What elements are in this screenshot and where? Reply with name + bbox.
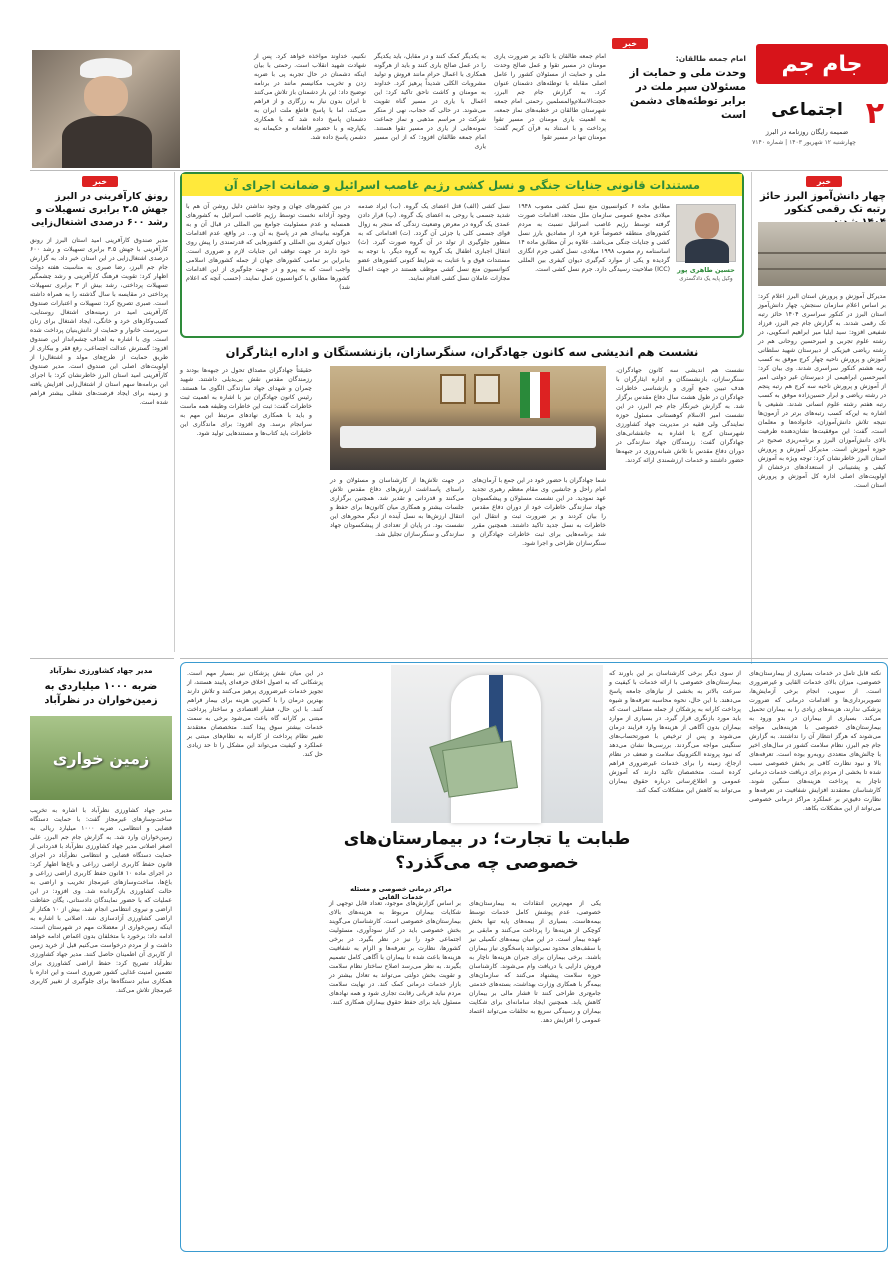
legal-box (180, 172, 744, 338)
top-story-col1: امام جمعه طالقان با تاکید بر ضرورت یاری مومنان در مسیر تقوا و عمل صالح وحدت ملی و حمایت از مسئولان کشور را عامل اصلی مقابله با توطئه‌های دشمنان عنوان کرد. به گزارش جام جم البرز، حجت‌الاسلام‌والمسلمین رحمتی امام جمعه شهرستان طالقان در خطبه‌های نماز جمعه، به اهمیت یاری مومنان در مسیر تقوا پرداخت و با استناد به قرآن کریم گفت: مومنان تنها در مسیر تقوا (494, 53, 606, 141)
news-tag-3: خبر (82, 176, 118, 187)
author-role: وکیل پایه یک دادگستری (679, 276, 733, 282)
legal-col2: نسل کشی (الف) قتل اعضای یک گروه. (ب) ایراد صدمه شدید جسمی یا روحی به اعضای یک گروه. (پ) قرار دادن عمدی یک گروه در معرض وضعیت زندگی که منجر به زوال قوای جسمی کلی یا جزئی آن گردد. (ت) اقداماتی که به منظور جلوگیری از تولد در آن گروه صورت گیرد. (ث) انتقال اجباری اطفال یک گروه به گروه دیگر. با توجه به مستندات فوق و با عنایت به شرایط کنونی کشورهای عضو کنوانسیون منع نسل کشی موظف هستند در جهت اعمال مجازات عاملان نسل کشی اقدام نمایند. (358, 203, 510, 282)
meeting-photo (330, 366, 606, 470)
meeting-col3: در جهت تلاش‌ها از کارشناسان و مسئولان و در راستای پاسداشت ارزش‌های دفاع مقدس تلاش می‌کنند و قدردانی و تقدیر شد. همچنین برگزاری جلسات بیشتر و همکاری میان کانون‌ها برای حفظ و انتقال ارزش‌ها به نسل آینده از دیگر محورهای این نشست بود. در پایان از تعدادی از پیشکسوتان جهاد سازندگی و سنگرسازان تجلیل شد. (330, 477, 464, 538)
left-story-body: مدیرکل آموزش و پرورش استان البرز اعلام کرد: بر اساس اعلام سازمان سنجش، چهار دانش‌آموز استان البرز در کنکور سراسری ۱۴۰۴ حائز رتبه تک رقمی شدند. به گزارش جام جم البرز، فرزاد شفیعی افزود: سید ایلیا میر ابراهیم اسکویی، در رشته علوم تجربی و امیرحسین روحانی هم در رشته ریاضی فیزیکی از دبیرستان شهید سلطانی آموزش و پرورش ناحیه چهار کرج موفق به کسب رتبه هشتم کنکور سراسری شدند. وی بیان کرد: امیرحسین ابراهیمی از دبیرستان غیر دولتی امیر از آموزش و پرورش ناحیه سه کرج هم رتبه پنجم در رشته ریاضی و ابرار حسین‌زاده موفق به کسب رتبه هفتم رشته علوم انسانی شدند. شفیعی با اشاره به این‌که کسب رتبه‌های برتر در آزمون‌ها نتیجه تلاش دانش‌آموزان، خانواده‌ها و معلمان است، گفت: این موفقیت‌ها نشان‌دهنده ظرفیت بالای دانش‌آموزان البرز و برنامه‌ریزی صحیح در حوزه آموزش است. مدیرکل آموزش و پرورش استان البرز خاطرنشان کرد: توجه ویژه به آموزش کیفی و پشتیبانی از استعدادهای درخشان از اولویت‌های اصلی اداره کل آموزش و پرورش استان است. (758, 293, 886, 489)
hospital-feature-subhead: مراکز درمانی خصوصی و مسئله خدمات القایی (350, 885, 452, 901)
date-line: چهارشنبه ۱۲ شهریور ۱۴۰۳ | شماره ۷۱۴۰ (752, 139, 856, 146)
hospital-feature (180, 662, 888, 1252)
exam-photo (758, 222, 886, 286)
page-number: ۲ (865, 96, 884, 131)
left-story-title: چهار دانش‌آموز البرز حائز رتبه تک رقمی کنکور (759, 191, 886, 215)
bottom-left-kicker: مدیر جهاد کشاورزی نظرآباد (49, 666, 153, 675)
top-story-kicker: امام جمعه طالقان: (675, 54, 746, 63)
hospital-feature-title: طبابت یا تجارت؛ در بیمارستان‌های خصوصی چه می‌گذرد؟ (343, 829, 631, 873)
hospital-col-e: در این میان نقش پزشکان نیز بسیار مهم است. پزشکانی که به اصول اخلاق حرفه‌ای پایبند هستند، از تجویز خدمات غیرضروری پرهیز می‌کنند و تلاش دارند بهترین درمان را با کمترین هزینه برای بیمار فراهم کنند. با این حال، فشار اقتصادی و ساختار پرداخت مبتنی بر کارانه گاه باعث می‌شود برخی به سمت خدمات بیشتر سوق پیدا کنند. متخصصان معتقدند تغییر نظام پرداخت از کارانه به نظام‌های مبتنی بر عملکرد و کیفیت می‌تواند این مشکل را تا حد زیادی حل کند. (187, 670, 323, 758)
top-story-col2: به یکدیگر کمک کنند و در مقابل، باید یکدیگر را در عمل صالح یاری کنند و باید از هرگونه همکاری با اعمال حرام مانند فروش و تولید مشروبات الکلی شدیداً پرهیز کرد. خداوند به مومنان و کاشت ناحق تاکید کرد: این اعمال با یاری در مسیر گناه تقویت می‌شوند. در حالی که حجاب، نهی از منکر شرکت در مراسم مذهبی و نماز جماعت نمونه‌هایی از یاری در مسیر تقوا هستند. امام جمعه طالقان افزود: که از این مسیر یاری (374, 53, 486, 150)
money-photo (391, 665, 603, 823)
land-grab-image-text: زمین خواری (52, 748, 150, 768)
subtitle: ضمیمه رایگان روزنامه در البرز (765, 128, 849, 136)
left-col-story-title: رونق کارآفرینی در البرز جهش ۳.۵ برابری تسهیلات و رشد ۶۰۰ درصدی اشتغال‌زایی (31, 191, 168, 228)
top-story-col3: نکنیم، خداوند مواخذه خواهد کرد. پس از شهادت شهید انقلاب است. رحمتی با بیان اینکه دشمنان در حال تجربه پی با ضربه زدن و تخریب مکانیسم مانند در برنامه توضیح داد: این بار دشمنان باز تلاش می‌کنند تا ایران بدون نیاز به رزگاری و از فراهم می‌کند، اما با پاسخ قاطع ملت ایران به دشمنان پاسخ داده شد که با همکاری یکپارچه و با حضور قاطعانه و حکیمانه به دشمن پاسخ داده شد. (254, 53, 366, 141)
hospital-col-b: از سوی دیگر برخی کارشناسان بر این باورند که بیمارستان‌های خصوصی با ارائه خدمات با کیفیت و سرعت بالاتر به بخشی از نیازهای جامعه پاسخ می‌دهند. با این حال، نحوه محاسبه تعرفه‌ها و شیوه پرداخت کارانه به پزشکان از جمله مسائلی است که باید مورد بازنگری قرار گیرد. در بسیاری از موارد بیماران بدون آگاهی از هزینه‌ها وارد فرایند درمان می‌شوند و پس از ترخیص با صورتحساب‌های سنگینی مواجه می‌گردند. بررسی‌ها نشان می‌دهد که نبود پرونده الکترونیک سلامت و ضعف در نظام ارجاع، زمینه را برای خدمات غیرضروری فراهم کرده است. متخصصان تاکید دارند که آموزش عمومی و اطلاع‌رسانی درباره حقوق بیماران می‌تواند به کاهش این مشکلات کمک کند. (609, 670, 741, 794)
hospital-col-c: یکی از مهم‌ترین انتقادات به بیمارستان‌های خصوصی، عدم پوشش کامل خدمات توسط بیمه‌هاست. بسیاری از بیمه‌های پایه تنها بخش کوچکی از هزینه‌ها را پرداخت می‌کنند و مابقی بر عهده بیمار است. در این میان بیمه‌های تکمیلی نیز با سقف‌های محدود نمی‌توانند پاسخگوی نیاز بیماران باشند. برخی بیماران برای جبران هزینه‌ها ناچار به فروش دارایی یا دریافت وام می‌شوند. کارشناسان حوزه سلامت پیشنهاد می‌کنند که سازمان‌های بیمه‌گر با همکاری وزارت بهداشت، بسته‌های خدمتی جامع‌تری طراحی کنند تا فشار مالی بر بیماران کاهش یابد. همچنین ایجاد سامانه‌ای برای شکایت بیماران و رسیدگی سریع به تخلفات می‌تواند اعتماد عمومی را افزایش دهد. (469, 900, 601, 1024)
meeting-col1: نشست هم اندیشی سه کانون جهادگران، سنگرسازان، بازنشستگان و اداره ایثارگران با هدف تبیین جمع آوری و بازشناسی خاطرات جهادگران در طول هشت سال دفاع مقدس برگزار شد. به گزارش خبرنگار جام جم البرز، در این نشست امیر الاسلام کوهستانی مسئول حوزه نمایندگی ولی فقیه در مدیریت جهاد کشاورزی شهرستان کرج با اشاره به جانفشانی‌های جهادگران گفت: رزمندگان جهاد سازندگی در دوران دفاع مقدس با تلاش شبانه‌روزی در جبهه‌ها حضور داشتند و خدمات ارزشمندی ارائه کردند. (616, 367, 744, 464)
left-col-story-body: مدیر صندوق کارآفرینی امید استان البرز از رونق کارآفرینی با جهش ۳.۵ برابری تسهیلات و رشد ۶۰۰ درصدی اشتغال‌زایی در این استان خبر داد. به گزارش جام جم البرز، رضا صبری به مناسبت هفته دولت اظهار کرد: تقویت فرهنگ کارآفرینی و رشد چشمگیر تسهیلات پرداختی، رشد بیش از ۳ برابری تسهیلات پرداختی در مقایسه با سال گذشته را به همراه داشته است. صبری تصریح کرد: تسهیلات و اعتبارات صندوق کارآفرینی امید در زمینه‌های اشتغال روستایی، کسب‌وکارهای خرد و خانگی، ایجاد اشتغال برای زنان سرپرست خانوار و حمایت از دانش‌بنیان پرداخت شده است. وی با اشاره به اهداف چشم‌انداز این صندوق افزود: گسترش عدالت اجتماعی، رفع فقر و بیکاری از طریق حمایت از طرح‌های مولد و اشتغال‌زا از اولویت‌های اصلی این صندوق است. مدیر صندوق کارآفرینی امید استان البرز خاطرنشان کرد: با اجرای این برنامه‌ها سهم استان از اشتغال‌زایی افزایش یافته و زمینه برای ایجاد فرصت‌های شغلی بیشتر فراهم شده است. (30, 237, 168, 406)
news-tag: خبر (612, 38, 648, 49)
hospital-col-a: نکته قابل تامل در خدمات بسیاری از بیمارستان‌های خصوصی، میزان بالای خدمات القایی و غیرضروری است. از سویی، انجام برخی آزمایش‌ها، تصویربرداری‌ها و اقدامات درمانی که ضرورت پزشکی ندارند، هزینه‌های زیادی را به بیماران تحمیل می‌کند. بسیاری از بیماران در بدو ورود به بیمارستان‌های خصوصی با هزینه‌هایی مواجه می‌شوند که هرگز انتظار آن را نداشتند. به گزارش جام جم البرز، نظام سلامت کشور در سال‌های اخیر با چالش‌های متعددی روبه‌رو بوده است. تعرفه‌های بالا و نبود نظارت کافی بر بخش خصوصی سبب شده تا بخشی از مردم برای دریافت خدمات درمانی ناچار به پرداخت هزینه‌های سنگین شوند. کارشناسان معتقدند افزایش شفافیت در تعرفه‌ها و نظارت دقیق‌تر بر عملکرد مراکز درمانی خصوصی می‌تواند از این مشکلات بکاهد. (749, 670, 881, 812)
bottom-left-title: ضربه ۱۰۰۰ میلیاردی به زمین‌خواران در نظرآباد (44, 681, 158, 706)
meeting-col2: شما جهادگران با حضور خود در این جمع با آرمان‌های امام راحل و جانشین وی مقام معظم رهبری تجدید عهد نمودید. در این نشست مسئولان و پیشکسوتان جهاد سازندگی خاطرات خود از دوران دفاع مقدس را بیان کردند و بر ضرورت ثبت و انتقال این خاطرات به نسل جدید تاکید داشتند. همچنین مقرر شد برنامه‌هایی برای ثبت خاطرات جهادگران و سنگرسازان طراحی و اجرا شود. (472, 477, 606, 547)
meeting-col4: حقیقتاً جهادگران مصداق تحول در جبهه‌ها بودند و رزمندگان مقدس نقش بی‌بدیلی داشتند. شهید چمران و شهدای جهاد سازندگی الگوی ما هستند. رئیس کانون جهادگران نیز با اشاره به اهمیت ثبت خاطرات گفت: ثبت این خاطرات وظیفه همه ماست و باید با همکاری نهادهای مرتبط این مهم به سرانجام برسد. وی افزود: برای ماندگاری این خاطرات باید کتاب‌ها و مستندهایی تولید شود. (180, 367, 312, 437)
logo: جام جم (756, 44, 888, 84)
speaker-photo (32, 50, 180, 168)
author-photo (676, 204, 736, 262)
meeting-story-title: نشست هم اندیشی سه کانون جهادگران، سنگرسازان، بازنشستگان و اداره ایثارگران (225, 345, 699, 359)
news-tag-2: خبر (806, 176, 842, 187)
hospital-col-d: بر اساس گزارش‌های موجود، تعداد قابل توجهی از شکایات بیماران مربوط به هزینه‌های بالای بیمارستان‌های خصوصی است. کارشناسان می‌گویند بخش خصوصی باید در کنار سودآوری، مسئولیت اجتماعی خود را نیز در نظر بگیرد. در برخی کشورها، نظارت بر تعرفه‌ها و الزام به شفافیت هزینه‌ها باعث شده تا بیماران با آگاهی کامل تصمیم بگیرند. به نظر می‌رسد اصلاح ساختار نظام سلامت و تقویت بخش دولتی می‌تواند به تعادل بیشتر در بازار خدمات درمانی کمک کند. در نهایت سلامت مردم نباید قربانی رقابت تجاری شود و همه نهادهای مسئول باید برای حفظ حقوق بیماران همکاری کنند. (329, 900, 461, 1006)
author-name: حسین طاهری پور (677, 266, 735, 274)
section-title: اجتماعی (771, 100, 843, 120)
top-story-title: وحدت ملی و حمایت از مسئولان سپر ملت در برابر توطئه‌های دشمن است (629, 67, 746, 121)
legal-col3: در بین کشورهای جهان و وجود نداشتن دلیل روشن آن هم با وجود آزادانه نخست توسط رژیم غاصب اسرائیل به کشورهای همسایه و عدم مسئولیت جوامع بین المللی در قبال آن و به هرگونه بیانیه‌ای هم در پاسخ به آن و... در واقع، عدم اقدامات دیوان کیفری بین المللی و کشورهایی که قدرتمندی را پیش روی خود دارند در جهت توقف این جنایات لازم و ضروری است. بنابراین بر تمامی کشورهای جهان از جمله کشورهای اسلامی واجب است که به پیرو و در جهت جلوگیری از این اقدامات کشورها مطابق با کنوانسیون عمل نمایند. (حسب آنچه که اعلام شد) (186, 203, 350, 291)
legal-col1: مطابق ماده ۶ کنوانسیون منع نسل کشی مصوب ۱۹۴۸ میلادی مجمع عمومی سازمان ملل متحد، اقدامات صورت گرفته توسط رژیم غاصب اسرائیل نسبت به مردم کشورهای منطقه خصوصاً غزه فرد از مصادیق بارز نسل کشی و جنایات جنگی می‌باشد. علاوه بر آن مطابق ماده ۱۴ اساسنامه رم مصوب ۱۹۹۸ میلادی، نسل کشی جرم انگاری گردیده و یکی از موارد کم‌گیری دیوان کیفری بین المللی (ICC) صلاحیت رسیدگی دارد. جرم نسل کشی است. (518, 203, 670, 273)
bottom-left-body: مدیر جهاد کشاورزی نظرآباد با اشاره به تخریب ساخت‌وسازهای غیرمجاز گفت: با حمایت دستگاه قضایی و انتظامی، ضربه ۱۰۰۰ میلیارد ریالی به زمین‌خواران وارد شد. به گزارش جام جم البرز، علی اصغر اصلانی مدیر جهاد کشاورزی نظرآباد با قدردانی از حمایت دستگاه قضایی و انتظامی نظرآباد در اجرای قانون حفظ کاربری اراضی زراعی و باغ‌ها اظهار کرد: در اجرای ماده ۱۰ قانون حفظ کاربری اراضی زراعی و باغ‌ها، ساخت‌وسازهای غیرمجاز تخریب و اراضی به حالت کشاورزی بازگردانده شد. وی افزود: در این عملیات که با حضور نمایندگان دادستانی، یگان حفاظت اراضی و نیروی انتظامی انجام شد، بیش از ۱۰ هکتار از اراضی کشاورزی آزادسازی شد. اصلانی با اشاره به اینکه زمین‌خواری از معضلات مهم در شهرستان است، ادامه داد: برخورد با متخلفان بدون اغماض ادامه خواهد داشت و از مردم درخواست می‌کنیم قبل از خرید زمین از کاربری آن اطمینان حاصل کنند. مدیر جهاد کشاورزی نظرآباد تصریح کرد: حفظ اراضی کشاورزی برای تضمین امنیت غذایی کشور ضروری است و این اداره با همکاری سایر دستگاه‌ها برای جلوگیری از تغییر کاربری غیرمجاز تلاش می‌کند. (30, 807, 173, 994)
land-grab-image (30, 716, 172, 800)
masthead (752, 44, 888, 172)
legal-box-title: مستندات قانونی جنایات جنگی و نسل کشی رژیم غاصب اسرائیل و ضمانت اجرای آن (182, 174, 742, 196)
